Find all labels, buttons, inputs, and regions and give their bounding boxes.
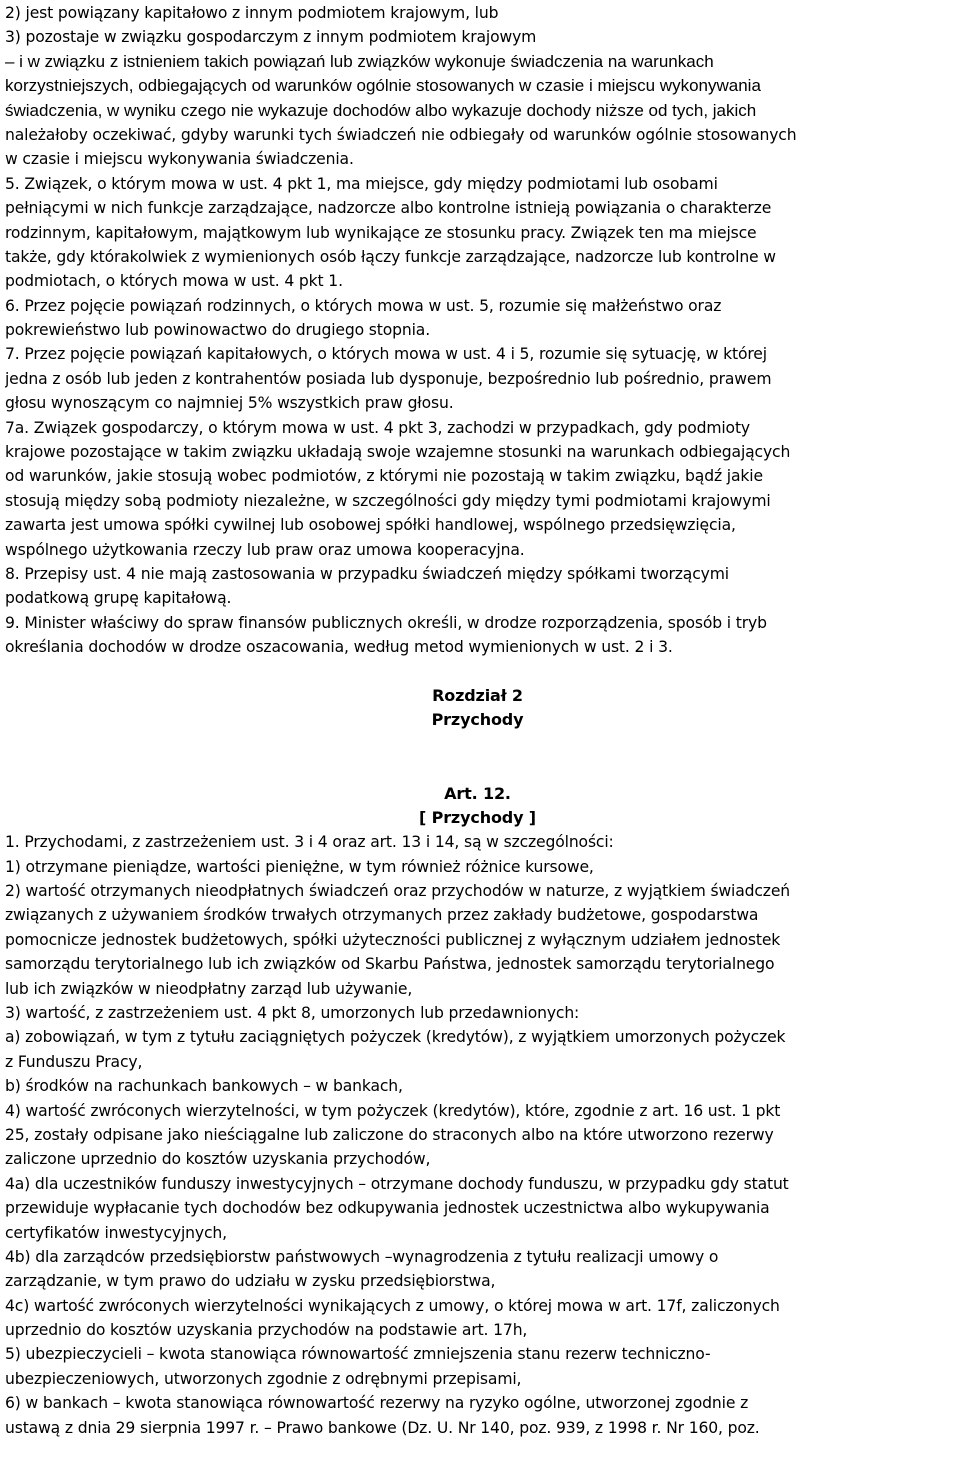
text-line: zaliczone uprzednio do kosztów uzyskania przychodów, (5, 1150, 431, 1169)
text-line: samorządu terytorialnego lub ich związków od Skarbu Państwa, jednostek samorządu terytorialnego (5, 955, 775, 974)
text-line: głosu wynoszącym co najmniej 5% wszystkich praw głosu. (5, 394, 454, 413)
text-line: 25, zostały odpisane jako nieściągalne lub zaliczone do straconych albo na które utworzono rezerwy (5, 1125, 774, 1144)
text-line: stosują między sobą podmioty niezależne, w szczególności gdy między tymi podmiotami krajowymi (5, 491, 771, 510)
text-line: pomocnicze jednostek budżetowych, spółki użyteczności publicznej z wyłącznym udziałem jednostek (5, 930, 781, 949)
text-line: rodzinnym, kapitałowym, majątkowym lub wynikające ze stosunku pracy. Związek ten ma miejsce (5, 223, 757, 242)
text-line: 9. Minister właściwy do spraw finansów publicznych określi, w drodze rozporządzenia, sposób i tryb (5, 613, 767, 632)
text-line: 6) w bankach – kwota stanowiąca równowartość rezerwy na ryzyko ogólne, utworzonej zgodnie z (5, 1394, 749, 1413)
text-line: określania dochodów w drodze oszacowania, według metod wymienionych w ust. 2 i 3. (5, 638, 673, 657)
text-line: także, gdy którakolwiek z wymienionych osób łączy funkcje zarządzające, nadzorcze lub kontrolne w (5, 247, 776, 266)
text-line: związanych z używaniem środków trwałych otrzymanych przez zakłady budżetowe, gospodarstwa (5, 906, 759, 925)
paragraphs-article-12 (5, 830, 950, 1440)
text-line: 8. Przepisy ust. 4 nie mają zastosowania w przypadku świadczeń między spółkami tworzącymi (5, 564, 729, 583)
text-line: 3) wartość, z zastrzeżeniem ust. 4 pkt 8, umorzonych lub przedawnionych: (5, 1004, 580, 1023)
text-line: uprzednio do kosztów uzyskania przychodów na podstawie art. 17h, (5, 1321, 528, 1340)
text-line: 2) jest powiązany kapitałowo z innym podmiotem krajowym, lub (5, 4, 499, 22)
text-line: 5) ubezpieczycieli – kwota stanowiąca równowartość zmniejszenia stanu rezerw techniczno- (5, 1345, 711, 1364)
text-line: świadczenia, w wyniku czego nie wykazuje dochodów albo wykazuje dochody niższe od tych, jakich (5, 100, 757, 120)
chapter-number: Rozdział 2 (432, 685, 523, 705)
text-line: pełniącymi w nich funkcje zarządzające, nadzorcze albo kontrolne istnieją powiązania o charakterze (5, 199, 772, 218)
spacer (5, 733, 950, 757)
text-line: podmiotach, o których mowa w ust. 4 pkt 1. (5, 272, 343, 291)
text-line: jedna z osób lub jeden z kontrahentów posiada lub dysponuje, bezpośrednio lub pośrednio, prawem (5, 369, 772, 388)
text-line: lub ich związków w nieodpłatny zarząd lub używanie, (5, 979, 413, 998)
text-line: 1) otrzymane pieniądze, wartości pieniężne, w tym również różnice kursowe, (5, 857, 594, 876)
text-line: zarządzanie, w tym prawo do udziału w zysku przedsiębiorstwa, (5, 1272, 496, 1291)
text-line: od warunków, jakie stosują wobec podmiotów, z którymi nie pozostają w takim związku, bądź jakie (5, 467, 763, 486)
text-line: a) zobowiązań, w tym z tytułu zaciągniętych pożyczek (kredytów), z wyjątkiem umorzonych pożyczek (5, 1028, 786, 1047)
text-line: 2) wartość otrzymanych nieodpłatnych świadczeń oraz przychodów w naturze, z wyjątkiem świadczeń (5, 882, 791, 901)
chapter-title: Przychody (431, 710, 524, 730)
text-line: 4a) dla uczestników funduszy inwestycyjnych – otrzymane dochody funduszu, w przypadku gdy statut (5, 1174, 789, 1193)
text-line: pokrewieństwo lub powinowactwo do drugiego stopnia. (5, 321, 431, 340)
article-number: Art. 12. (444, 783, 511, 803)
text-line: ustawą z dnia 29 sierpnia 1997 r. – Prawo bankowe (Dz. U. Nr 140, poz. 939, z 1998 r. Nr 160, poz. (5, 1418, 760, 1437)
text-line: – i w związku z istnieniem takich powiązań lub związków wykonuje świadczenia na warunkach (5, 51, 714, 71)
text-line: 3) pozostaje w związku gospodarczym z innym podmiotem krajowym (5, 28, 537, 47)
text-line: 7. Przez pojęcie powiązań kapitałowych, o których mowa w ust. 4 i 5, rozumie się sytuację, w której (5, 345, 767, 364)
text-line: podatkową grupę kapitałową. (5, 589, 232, 608)
text-line: zawarta jest umowa spółki cywilnej lub osobowej spółki handlowej, wspólnego przedsięwzięcia, (5, 516, 736, 535)
document-page (5, 1, 950, 1440)
text-line: przewiduje wypłacanie tych dochodów bez odkupywania jednostek uczestnictwa albo wykupywania (5, 1199, 770, 1218)
text-line: certyfikatów inwestycyjnych, (5, 1223, 227, 1242)
paragraphs-article-11 (5, 1, 950, 660)
text-line: 1. Przychodami, z zastrzeżeniem ust. 3 i 4 oraz art. 13 i 14, są w szczególności: (5, 833, 614, 852)
text-line: ubezpieczeniowych, utworzonych zgodnie z odrębnymi przepisami, (5, 1369, 522, 1388)
spacer (5, 757, 950, 781)
text-line: 6. Przez pojęcie powiązań rodzinnych, o których mowa w ust. 5, rozumie się małżeństwo oraz (5, 296, 722, 315)
text-line: 4) wartość zwróconych wierzytelności, w tym pożyczek (kredytów), które, zgodnie z art. 16 ust. 1 pkt (5, 1101, 781, 1120)
text-line: wspólnego użytkowania rzeczy lub praw oraz umowa kooperacyjna. (5, 540, 525, 559)
text-line: 4b) dla zarządców przedsiębiorstw państwowych –wynagrodzenia z tytułu realizacji umowy o (5, 1247, 719, 1266)
text-line: b) środków na rachunkach bankowych – w bankach, (5, 1077, 403, 1096)
text-line: z Funduszu Pracy, (5, 1052, 143, 1071)
text-line: 7a. Związek gospodarczy, o którym mowa w ust. 4 pkt 3, zachodzi w przypadkach, gdy podmioty (5, 418, 750, 437)
text-line: korzystniejszych, odbiegających od warunków ogólnie stosowanych w czasie i miejscu wykonywania (5, 76, 761, 96)
text-line: w czasie i miejscu wykonywania świadczenia. (5, 150, 354, 169)
text-line: krajowe pozostające w takim związku układają swoje wzajemne stosunki na warunkach odbiegających (5, 443, 791, 462)
text-line: należałoby oczekiwać, gdyby warunki tych świadczeń nie odbiegały od warunków ogólnie stosowanych (5, 125, 797, 144)
spacer (5, 660, 950, 684)
article-title: [ Przychody ] (419, 807, 536, 827)
text-line: 4c) wartość zwróconych wierzytelności wynikających z umowy, o której mowa w art. 17f, zaliczonych (5, 1296, 780, 1315)
text-line: 5. Związek, o którym mowa w ust. 4 pkt 1, ma miejsce, gdy między podmiotami lub osobami (5, 174, 718, 193)
